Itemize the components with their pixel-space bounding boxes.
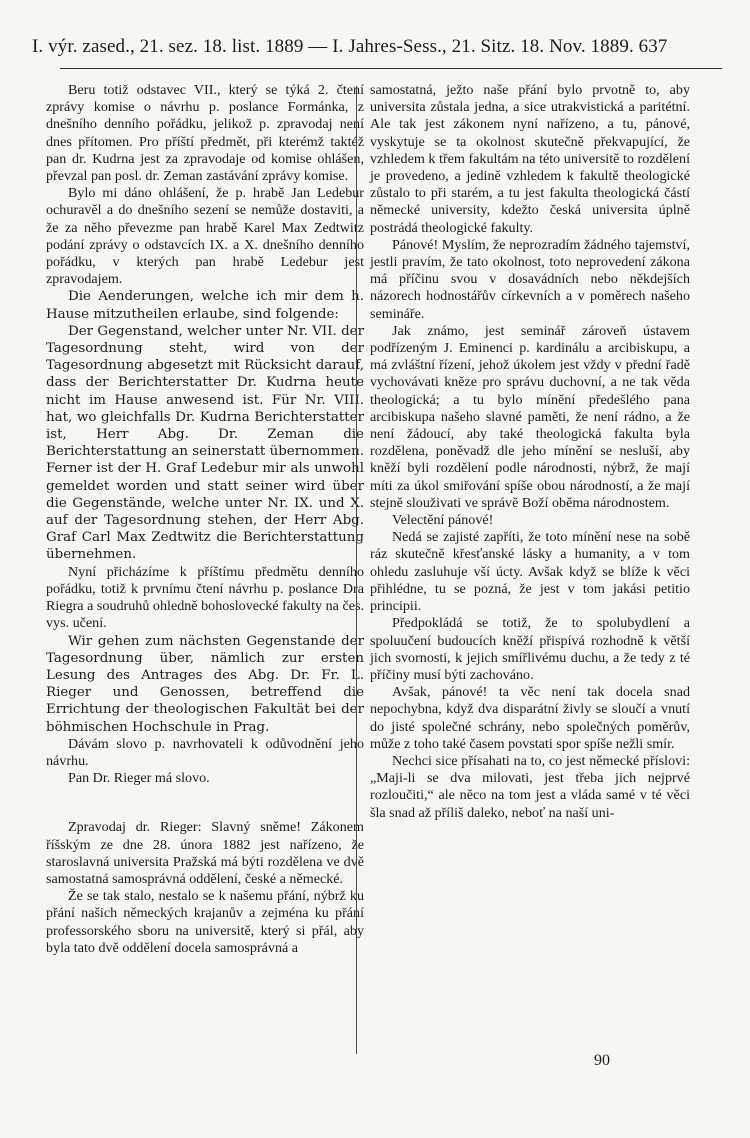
paragraph: Nedá se zajisté zapříti, že toto mínění nese na sobě ráz skutečně křesťanské lásky a humanity, a v tom ohledu zasluhuje vší úcty. Avšak když se blíže k věci přihlédne, tu se pozná, že jest v tom jakási petitio principii. (370, 529, 690, 615)
left-column (46, 82, 364, 957)
paragraph: Pánové! Myslím, že neprozradím žádného tajemství, jestli pravím, že tato okolnost, toto neprovedení zákona má příčinu svou v dosavádních nebo někdejších názorech hodnostářův církevních a v poměrech našeho semináře. (370, 236, 690, 322)
paragraph: samostatná, ježto naše přání bylo prvotně to, aby universita zůstala jedna, a sice utrakvistická a paritétní. Ale tak jest zákonem nyní nařízeno, a tu, pánové, vyskytuje se ta okolnost skutečně překvapující, že vzhledem k třem fakultám na této universitě to rozdělení je provedeno, a jedině vzhledem k fakultě theologické zůstalo to při starém, a tu jest fakulta theologická částí německé university, kdežto česká universita úplně postrádá theologické fakulty. (370, 82, 690, 236)
paragraph: Pan Dr. Rieger má slovo. (68, 770, 210, 787)
paragraph: Bylo mi dáno ohlášení, že p. hrabě Jan Ledebur ochuravěl a do dnešního sezení se nemůže dostaviti, a že za něho převezme pan hrabě Karel Max Zedtwitz podání zprávy o odstavcích IX. a X. dnešního denního pořádku, v kterých pan hrabě Ledebur jest zpravodajem. (46, 185, 364, 288)
running-header (32, 36, 722, 64)
paragraph-german: Die Aenderungen, welche ich mir dem h. Hause mitzutheilen erlaube, sind folgende: (46, 289, 364, 322)
paragraph-german: Wir gehen zum nächsten Gegenstande der Tagesordnung über, nämlich zur ersten Lesung des Antrages des Abg. Dr. Fr. L. Rieger und Genossen, betreffend die Errichtung der theologischen Fakultät bei der böhmischen Hochschule in Prag. (46, 633, 364, 735)
right-column (370, 82, 690, 822)
paragraph: Že se tak stalo, nestalo se k našemu přání, nýbrž ku přání našich německých krajanův a zejména ku přání professorského sboru na universitě, který si přál, aby byla tato dvě oddělení docela samosprávná a (46, 888, 364, 956)
paragraph: Jak známo, jest seminář zároveň ústavem podřízeným J. Eminenci p. kardinálu a arcibiskupu, a má zvláštní řízení, jehož úkolem jest vždy v přední řadě vychovávati kněze pro správu duchovní, a ne tak věda theologická; a tu bylo mínění předešlého pana arcibiskupa našeho slavné paměti, že není rádno, a že není žádoucí, aby také theologická fakulta byla rozdělena, poněvadž dle jeho mínění se nesluší, aby kněží byli rozdělení podle národnosti, nýbrž, že mají míti za úkol smiřování spíše obou národností, a že mají stejně slouživati ve správě Boží oběma národnostem. (370, 322, 690, 511)
paragraph: Beru totiž odstavec VII., který se týká 2. čtení zprávy komise o návrhu p. poslance Formánka, z dnešního denního pořádku, jelikož p. zpravodaj není dnes přítomen. Pro příští předmět, při kterémž taktéž pan dr. Kudrna jest za zpravodaje od komise ohlášen, převzal pan posl. dr. Zeman zastávání zprávy komise. (46, 82, 364, 185)
paragraph: Avšak, pánové! ta věc není tak docela snad nepochybna, když dva disparátní živly se sloučí a vnutí do jisté společné schrány, nebo společných poměrův, může z toho také časem povstati spor spíše nežli smír. (370, 684, 690, 752)
paragraph: Nyní přicházíme k příštímu předmětu denního pořádku, totiž k prvnímu čtení návrhu p. poslance Dra Riegra a soudruhů ohledně bohoslovecké fakulty na čes. vys. učení. (46, 563, 364, 632)
paragraph: Nechci sice přísahati na to, co jest německé příslovi: „Maji-li se dva milovati, jest třeba jich nejprvé rozloučiti,“ ale něco na tom jest a vláda samé v té věci šla snad až příliš daleko, neboť na naší uni- (370, 752, 690, 821)
page-number: 90 (594, 1052, 610, 1069)
paragraph: Dávám slovo p. navrhovateli k odůvodnění jeho návrhu. (46, 735, 364, 769)
paragraph-german: Der Gegenstand, welcher unter Nr. VII. der Tagesordnung steht, wird von der Tagesordnung abgesetzt mit Rücksicht darauf, dass der Berichterstatter Dr. Kudrna heute nicht im Hause anwesend ist. Für Nr. VIII. hat, wo gleichfalls Dr. Kudrna Berichterstatter ist, Herr Abg. Dr. Zeman die Berichterstattung an seinerstatt übernommen. Ferner ist der H. Graf Ledebur mir als unwohl gemeldet worden und statt seiner wird über die Gegenstände, welche unter Nr. IX. und X. auf der Tagesordnung stehen, der Herr Abg. Graf Carl Max Zedtwitz die Berichterstattung übernehmen. (46, 323, 364, 563)
paragraph: Velectění pánové! (392, 512, 494, 529)
paragraph-speech: Zpravodaj dr. Rieger: Slavný sněme! Zákonem říšským ze dne 28. února 1882 jest nařízeno, že staroslavná universita Pražská má býti rozdělena ve dvě samostatná samosprávná oddělení, české a německé. (46, 819, 364, 887)
header-text: I. výr. zased., 21. sez. 18. list. 1889 — I. Jahres-Sess., 21. Sitz. 18. Nov. 1889. 637 (32, 36, 668, 57)
header-rule (60, 68, 722, 69)
paragraph: Předpokládá se totiž, že to spolubydlení a spoluučení budoucích kněží přispívá rozhodně k větší jich svornosti, k jejich smířlivému duchu, a že tedy z té příčiny musí býti zachováno. (370, 615, 690, 683)
column-divider (356, 86, 357, 1054)
